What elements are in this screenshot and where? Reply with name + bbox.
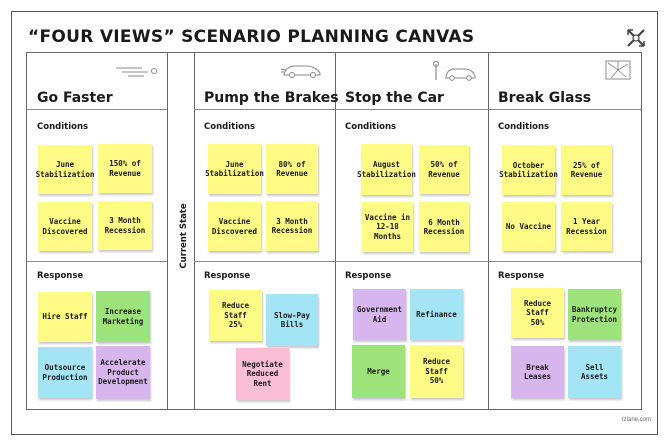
condition-note[interactable]: 6 Month Recession (419, 202, 469, 252)
canvas-title: “FOUR VIEWS” SCENARIO PLANNING CANVAS (28, 27, 475, 47)
condition-note[interactable]: 150% of Revenue (98, 144, 152, 193)
conditions-label-pump-the-brakes: Conditions (204, 122, 256, 132)
column-title-pump-the-brakes: Pump the Brakes (204, 90, 339, 106)
condition-note[interactable]: Vaccine Discovered (208, 202, 261, 251)
condition-note[interactable]: 3 Month Recession (98, 201, 152, 250)
header-divider-col-1 (27, 109, 167, 110)
condition-note[interactable]: 25% of Revenue (561, 145, 612, 195)
response-note[interactable]: Reduce Staff 50% (410, 345, 463, 398)
divider-current-state-left (167, 53, 168, 409)
response-note[interactable]: Reduce Staff 50% (511, 288, 564, 338)
divider-col-4 (488, 53, 489, 409)
response-note[interactable]: Negotiate Reduced Rent (236, 348, 289, 400)
condition-note[interactable]: June Stabilization (208, 144, 261, 194)
condition-note[interactable]: Vaccine Discovered (38, 202, 92, 251)
response-label-stop-the-car: Response (345, 271, 392, 281)
response-note[interactable]: Merge (352, 345, 405, 398)
response-note[interactable]: Accelerate Product Development (96, 346, 150, 399)
response-divider-col-1 (27, 261, 167, 262)
response-label-go-faster: Response (37, 271, 84, 281)
condition-note[interactable]: 3 Month Recession (266, 201, 318, 251)
column-title-break-glass: Break Glass (498, 90, 592, 106)
condition-note[interactable]: No Vaccine (502, 202, 555, 251)
response-label-pump-the-brakes: Response (204, 271, 251, 281)
response-note[interactable]: Reduce Staff 25% (209, 290, 262, 341)
current-state-label: Current State (179, 203, 189, 269)
response-note[interactable]: Slow-Pay Bills (266, 294, 318, 346)
condition-note[interactable]: 80% of Revenue (266, 144, 318, 194)
stopped-car-icon (432, 60, 478, 82)
response-note[interactable]: Sell Assets (568, 346, 621, 398)
column-title-go-faster: Go Faster (37, 90, 113, 106)
divider-current-state-right (194, 53, 195, 409)
column-title-stop-the-car: Stop the Car (345, 90, 444, 106)
condition-note[interactable]: 1 Year Recession (561, 202, 612, 251)
speed-lines-icon (114, 64, 160, 80)
condition-note[interactable]: 50% of Revenue (419, 145, 469, 194)
conditions-label-stop-the-car: Conditions (345, 122, 397, 132)
response-note[interactable]: Increase Marketing (96, 291, 150, 342)
response-note[interactable]: Government Aid (353, 289, 406, 340)
condition-note[interactable]: Vaccine in 12-18 Months (362, 202, 413, 252)
condition-note[interactable]: June Stabilization (38, 145, 92, 194)
conditions-label-go-faster: Conditions (37, 122, 89, 132)
brake-car-icon (280, 60, 324, 80)
header-divider-cols-2-4 (194, 109, 642, 110)
response-note[interactable]: Outsource Production (38, 347, 92, 398)
conditions-label-break-glass: Conditions (498, 122, 550, 132)
response-note[interactable]: Break Leases (511, 346, 564, 398)
condition-note[interactable]: October Stabilization (502, 145, 555, 195)
response-note[interactable]: Hire Staff (38, 292, 92, 342)
broken-glass-icon (602, 58, 634, 82)
divider-col-3 (335, 53, 336, 409)
response-note[interactable]: Bankruptcy Protection (568, 289, 621, 340)
response-divider-cols-2-4 (194, 261, 642, 262)
response-label-break-glass: Response (498, 271, 545, 281)
crossed-arrows-logo-icon (624, 26, 648, 50)
condition-note[interactable]: August Stabilization (361, 144, 412, 195)
footer-site-label: tzlane.com (622, 417, 652, 423)
response-note[interactable]: Refinance (410, 289, 463, 340)
